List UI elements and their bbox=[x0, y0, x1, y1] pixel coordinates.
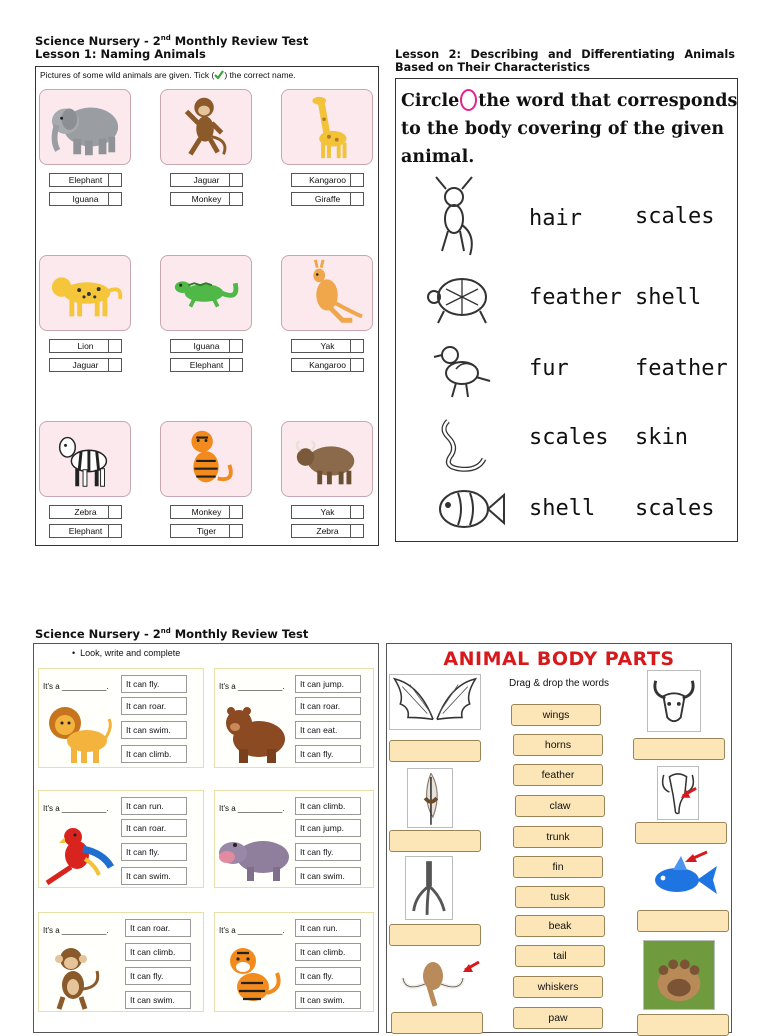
body-parts-title: ANIMAL BODY PARTS bbox=[443, 648, 675, 670]
tick-box[interactable] bbox=[229, 358, 243, 372]
tick-box[interactable] bbox=[108, 192, 122, 206]
option-label: Jaguar bbox=[170, 173, 243, 187]
ability-card bbox=[38, 790, 204, 888]
option-label: Lion bbox=[49, 339, 122, 353]
circle-instruction: Circle the word that corresponds to the body covering of the given animal. bbox=[401, 91, 738, 167]
page1-title: Science Nursery - 2nd Monthly Review Test bbox=[35, 34, 309, 48]
covering-word[interactable]: fur bbox=[529, 356, 569, 381]
drop-slot[interactable] bbox=[389, 740, 481, 762]
covering-word[interactable]: scales bbox=[635, 496, 715, 521]
tick-box[interactable] bbox=[350, 173, 364, 187]
ability-card bbox=[38, 912, 204, 1012]
word-tusk[interactable]: tusk bbox=[515, 886, 605, 908]
tiger-picture bbox=[160, 421, 252, 497]
word-wings[interactable]: wings bbox=[511, 704, 601, 726]
word-trunk[interactable]: trunk bbox=[513, 826, 603, 848]
iguana-picture bbox=[160, 255, 252, 331]
option-label: Kangaroo bbox=[291, 173, 364, 187]
statement: It can fly. bbox=[121, 675, 187, 693]
word-beak[interactable]: beak bbox=[515, 915, 605, 937]
its-a-blank[interactable]: It's a __________. bbox=[43, 926, 109, 935]
elephant-picture bbox=[657, 766, 699, 820]
statement: It can swim. bbox=[121, 867, 187, 885]
statement: It can fly. bbox=[295, 967, 361, 985]
paw-picture bbox=[643, 940, 715, 1010]
ability-card bbox=[38, 668, 204, 768]
elephant-picture bbox=[39, 89, 131, 165]
lesson2-title: Lesson 2: Describing and Differentiating Animals Based on Their Characteristics bbox=[395, 48, 735, 74]
word-whiskers[interactable]: whiskers bbox=[513, 976, 603, 998]
claw-picture bbox=[405, 856, 453, 920]
its-a-blank[interactable]: It's a __________. bbox=[43, 804, 109, 813]
drop-slot[interactable] bbox=[389, 830, 481, 852]
giraffe-picture bbox=[281, 89, 373, 165]
statement: It can roar. bbox=[121, 819, 187, 837]
monkey-picture bbox=[160, 89, 252, 165]
statement: It can climb. bbox=[121, 745, 187, 763]
jaguar-picture bbox=[39, 255, 131, 331]
word-fin[interactable]: fin bbox=[513, 856, 603, 878]
covering-word[interactable]: feather bbox=[635, 356, 728, 381]
statement: It can fly. bbox=[125, 967, 191, 985]
fish-drawing bbox=[434, 481, 506, 537]
monkey-drawing bbox=[426, 175, 482, 263]
statement: It can fly. bbox=[295, 745, 361, 763]
word-paw[interactable]: paw bbox=[513, 1007, 603, 1029]
statement: It can climb. bbox=[295, 943, 361, 961]
tick-box[interactable] bbox=[229, 339, 243, 353]
parrot-picture bbox=[41, 823, 117, 887]
ability-card bbox=[214, 790, 374, 888]
option-label: Zebra bbox=[49, 505, 122, 519]
statement: It can swim. bbox=[121, 721, 187, 739]
drop-slot[interactable] bbox=[633, 738, 725, 760]
naming-instruction: Pictures of some wild animals are given. Tick ( ) the correct name. bbox=[40, 70, 296, 80]
option-label: Iguana bbox=[49, 192, 122, 206]
tick-box[interactable] bbox=[350, 192, 364, 206]
lesson1-title: Lesson 1: Naming Animals bbox=[35, 47, 206, 61]
statement: It can swim. bbox=[295, 867, 361, 885]
tiger-picture bbox=[219, 943, 285, 1011]
option-label: Yak bbox=[291, 339, 364, 353]
tick-box[interactable] bbox=[229, 173, 243, 187]
option-label: Elephant bbox=[49, 524, 122, 538]
ability-card bbox=[214, 668, 374, 768]
naming-worksheet bbox=[35, 66, 379, 546]
tick-icon bbox=[214, 70, 224, 79]
option-label: Monkey bbox=[170, 505, 243, 519]
statement: It can eat. bbox=[295, 721, 361, 739]
drag-instruction: Drag & drop the words bbox=[508, 678, 610, 689]
statement: It can fly. bbox=[121, 843, 187, 861]
page2-header bbox=[35, 628, 308, 641]
option-label: Tiger bbox=[170, 524, 243, 538]
abilities-worksheet bbox=[33, 643, 379, 1033]
bird-drawing bbox=[432, 341, 494, 403]
option-label: Monkey bbox=[170, 192, 243, 206]
drop-slot[interactable] bbox=[391, 1012, 483, 1034]
covering-word[interactable]: scales bbox=[529, 425, 609, 450]
option-label: Zebra bbox=[291, 524, 364, 538]
hippo-picture bbox=[217, 827, 293, 885]
lion-picture bbox=[43, 701, 113, 767]
covering-word[interactable]: scales bbox=[635, 204, 715, 229]
monkey-picture bbox=[45, 943, 105, 1011]
snake-drawing bbox=[438, 415, 490, 473]
its-a-blank[interactable]: It's a __________. bbox=[219, 804, 285, 813]
tick-box[interactable] bbox=[229, 192, 243, 206]
its-a-blank[interactable]: It's a __________. bbox=[219, 926, 285, 935]
bullet-instruction: • Look, write and complete bbox=[72, 648, 181, 658]
drop-slot[interactable] bbox=[637, 910, 729, 932]
tick-box[interactable] bbox=[229, 524, 243, 538]
option-label: Jaguar bbox=[49, 358, 122, 372]
zebra-picture bbox=[39, 421, 131, 497]
covering-word[interactable]: shell bbox=[635, 285, 702, 310]
statement: It can roar. bbox=[121, 697, 187, 715]
word-horns[interactable]: horns bbox=[513, 734, 603, 756]
statement: It can fly. bbox=[295, 843, 361, 861]
horns-picture bbox=[647, 670, 701, 732]
fish-picture bbox=[643, 848, 723, 906]
body-parts-worksheet bbox=[386, 643, 732, 1033]
statement: It can run. bbox=[121, 797, 187, 815]
statement: It can roar. bbox=[125, 919, 191, 937]
tick-box[interactable] bbox=[350, 524, 364, 538]
yak-picture bbox=[281, 421, 373, 497]
tick-box[interactable] bbox=[350, 505, 364, 519]
mammoth-picture bbox=[389, 948, 483, 1008]
bear-picture bbox=[219, 699, 291, 767]
statement: It can jump. bbox=[295, 819, 361, 837]
drop-slot[interactable] bbox=[389, 924, 481, 946]
tick-box[interactable] bbox=[108, 524, 122, 538]
wings-picture bbox=[389, 674, 481, 730]
tick-box[interactable] bbox=[108, 505, 122, 519]
circle-icon bbox=[460, 89, 477, 111]
page2-title: Science Nursery - 2nd Monthly Review Test bbox=[35, 627, 309, 641]
covering-word[interactable]: hair bbox=[529, 206, 582, 231]
statement: It can climb. bbox=[295, 797, 361, 815]
covering-word[interactable]: feather bbox=[529, 285, 622, 310]
covering-word[interactable]: skin bbox=[635, 425, 688, 450]
tick-box[interactable] bbox=[350, 339, 364, 353]
covering-worksheet bbox=[395, 78, 738, 542]
option-label: Elephant bbox=[49, 173, 122, 187]
statement: It can swim. bbox=[295, 991, 361, 1009]
statement: It can climb. bbox=[125, 943, 191, 961]
drop-slot[interactable] bbox=[637, 1014, 729, 1036]
tick-box[interactable] bbox=[108, 358, 122, 372]
option-label: Giraffe bbox=[291, 192, 364, 206]
tick-box[interactable] bbox=[229, 505, 243, 519]
statement: It can swim. bbox=[125, 991, 191, 1009]
its-a-blank[interactable]: It's a __________. bbox=[219, 682, 285, 691]
option-label: Elephant bbox=[170, 358, 243, 372]
its-a-blank[interactable]: It's a __________. bbox=[43, 682, 109, 691]
statement: It can roar. bbox=[295, 697, 361, 715]
tick-box[interactable] bbox=[108, 339, 122, 353]
tick-box[interactable] bbox=[108, 173, 122, 187]
feather-picture bbox=[407, 768, 453, 828]
tick-box[interactable] bbox=[350, 358, 364, 372]
covering-word[interactable]: shell bbox=[529, 496, 596, 521]
word-claw[interactable]: claw bbox=[515, 795, 605, 817]
ability-card bbox=[214, 912, 374, 1012]
option-label: Kangaroo bbox=[291, 358, 364, 372]
option-label: Iguana bbox=[170, 339, 243, 353]
statement: It can jump. bbox=[295, 675, 361, 693]
option-label: Yak bbox=[291, 505, 364, 519]
word-feather[interactable]: feather bbox=[513, 764, 603, 786]
word-tail[interactable]: tail bbox=[515, 945, 605, 967]
turtle-drawing bbox=[426, 267, 494, 331]
drop-slot[interactable] bbox=[635, 822, 727, 844]
kangaroo-picture bbox=[281, 255, 373, 331]
statement: It can run. bbox=[295, 919, 361, 937]
page1-header bbox=[35, 35, 308, 61]
